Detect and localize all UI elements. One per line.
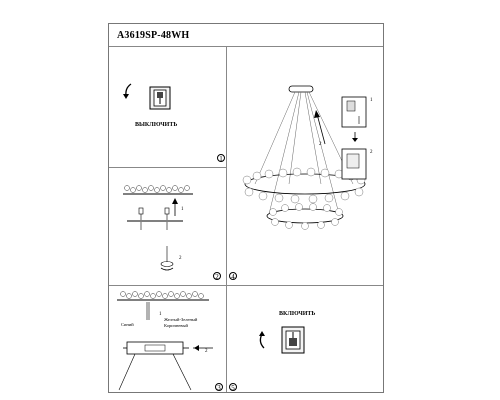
switch-on-icon <box>281 326 305 354</box>
wire-yellow-green: Желтый-Зеленый <box>164 317 198 322</box>
header-divider <box>109 46 383 47</box>
step-number-2: 2 <box>213 272 221 280</box>
step2-callout-1: 1 <box>181 207 184 212</box>
step-number-5: 5 <box>229 383 237 391</box>
switch-on-label: ВКЛЮЧИТЬ <box>279 311 316 317</box>
inset-arrow-down-icon <box>351 132 359 142</box>
wire-blue: Синий <box>121 322 134 327</box>
step1-rotate-arrow-icon <box>121 82 135 102</box>
switch-inset-2-icon <box>341 148 367 180</box>
step-number-1: 1 <box>217 154 225 162</box>
inset-callout-1: 1 <box>370 98 373 103</box>
step-number-3: 3 <box>215 383 223 391</box>
instruction-sheet <box>108 23 384 393</box>
wire-brown: Коричневый <box>164 323 188 328</box>
panel-divider-1 <box>109 167 226 168</box>
step3-wiring-diagram <box>117 290 221 390</box>
step5-rotate-arrow-icon <box>255 330 269 350</box>
panel-divider-2 <box>109 285 383 286</box>
step4-callout-2: 2 <box>319 142 322 147</box>
switch-off-icon <box>149 86 171 110</box>
switch-inset-icon <box>341 96 367 128</box>
step2-ceiling-diagram <box>123 184 203 280</box>
model-title: A3619SP-48WH <box>117 30 190 41</box>
step-number-4: 4 <box>229 272 237 280</box>
step2-callout-2: 2 <box>179 256 182 261</box>
column-divider <box>226 46 227 392</box>
step3-callout-1: 1 <box>159 312 162 317</box>
switch-off-label: ВЫКЛЮЧИТЬ <box>135 122 178 128</box>
step3-callout-2: 2 <box>205 349 208 354</box>
inset-callout-2: 2 <box>370 150 373 155</box>
